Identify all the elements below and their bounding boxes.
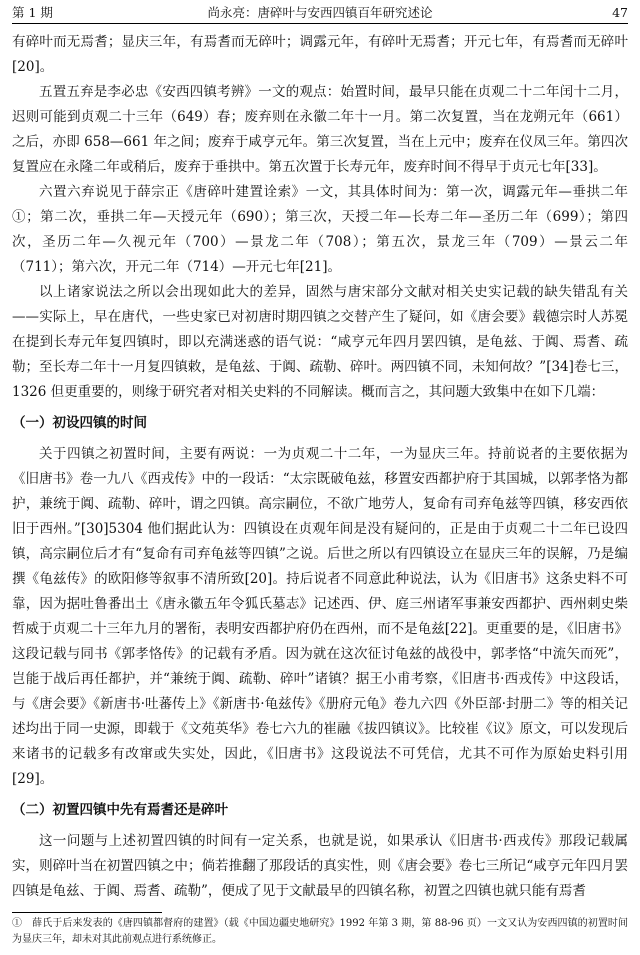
paragraph-2: 五置五弃是李必忠《安西四镇考辨》一文的观点：始置时间，最早只能在贞观二十二年闰十二月，迟则可能到贞观二十三年（649）春；废弃则在永徽二年十一月。第二次复置，当在龙朔元年（661）之后，亦即 658—661 年之间；废弃于咸亨元年。第三次复置，当在上元中；废弃在仪凤三年。第四次复置应在永隆二年或稍后，废弃于垂拱中。第五次置于长寿元年，废弃时间不得早于贞元七年[33]。 xyxy=(12,84,628,175)
footnote-rule xyxy=(12,912,162,913)
footnote: ① 薛氏于后来发表的《唐四镇都督府的建置》（载《中国边疆史地研究》1992 年第 3 期，第 88-96 页）一文又认为安西四镇的初置时间为显庆三年，却未对其此前观点进行系统修正。 xyxy=(12,918,628,945)
paragraph-3: 六置六弃说见于薛宗正《唐碎叶建置诠索》一文，其具体时间为：第一次，调露元年—垂拱二年①；第二次，垂拱二年—天授元年（690）；第三次，天授二年—长寿二年—圣历二年（699）；第四次，圣历二年—久视元年（700）—景龙二年（708）；第五次，景龙三年（709）—景云二年（711）；第六次，开元二年（714）—开元七年[21]。 xyxy=(12,184,628,275)
paragraph-1: 有碎叶而无焉耆；显庆三年，有焉耆而无碎叶；调露元年，有碎叶无焉耆；开元七年，有焉耆而无碎叶[20]。 xyxy=(12,34,628,75)
page-header xyxy=(12,4,628,22)
section-2-paragraph: 这一问题与上述初置四镇的时间有一定关系，也就是说，如果承认《旧唐书·西戎传》那段记载属实，则碎叶当在初置四镇之中；倘若推翻了那段话的真实性，则《唐会要》卷七三所记“咸亨元年四月罢四镇是龟兹、于阗、焉耆、疏勒”，便成了见于文献最早的四镇名称，初置之四镇也就只能有焉耆 xyxy=(12,833,628,899)
issue-number: 第 1 期 xyxy=(12,5,53,20)
running-title: 尚永亮：唐碎叶与安西四镇百年研究述论 xyxy=(207,5,433,20)
section-heading-1: （一）初设四镇的时间 xyxy=(12,415,147,431)
paragraph-4: 以上诸家说法之所以会出现如此大的差异，固然与唐宋部分文献对相关史实记载的缺失错乱有关——实际上，早在唐代，一些史家已对初唐时期四镇之交替产生了疑问，如《唐会要》载德宗时人苏冕在提到长寿元年复四镇时，即以充满迷惑的语气说：“咸亨元年四月罢四镇，是龟兹、于阗、焉耆、疏勒；至长寿二年十一月复四镇敕，是龟兹、于阗、疏勒、碎叶。两四镇不同，未知何故？”[34]卷七三，1326 但更重要的，则缘于研究者对相关史料的不同解读。概而言之，其问题大致集中在如下几端： xyxy=(12,284,628,400)
section-heading-2: （二）初置四镇中先有焉耆还是碎叶 xyxy=(12,802,228,818)
section-1-paragraph: 关于四镇之初置时间，主要有两说：一为贞观二十二年，一为显庆三年。持前说者的主要依据为《旧唐书》卷一九八《西戎传》中的一段话：“太宗既破龟兹，移置安西都护府于其国城，以郭孝恪为都护，兼统于阗、疏勒、碎叶，谓之四镇。高宗嗣位，不欲广地劳人，复命有司弃龟兹等四镇，移安西依旧于西州。”[30]5304 他们据此认为：四镇设在贞观年间是没有疑问的，正是由于贞观二十二年已设四镇，高宗嗣位后才有“复命有司弃龟兹等四镇”之说。后世之所以有四镇设立在显庆三年的误解，乃是编撰《龟兹传》的欧阳修等叙事不清所致[20]。持后说者不同意此种说法，认为《旧唐书》这条史料不可靠，因为据吐鲁番出土《唐永徽五年令狐氏墓志》记述西、伊、庭三州诸军事兼安西都护、西州刺史柴哲威于贞观二十三年九月的署衔，表明安西都护府仍在西州，而不是龟兹[22]。更重要的是，《旧唐书》这段记载与同书《郭孝恪传》的记载有矛盾。因为就在这次征讨龟兹的战役中，郭孝恪“中流矢而死”，岂能于战后再任都护，并“兼统于阗、疏勒、碎叶”诸镇？据王小甫考察，《旧唐书·西戎传》中这段话，与《唐会要》《新唐书·吐蕃传上》《新唐书·龟兹传》《册府元龟》卷九六四《外臣部·封册二》等的相关记述均出于同一史源，即载于《文苑英华》卷七六九的崔融《拔四镇议》。比较崔《议》原文，可以发现后来诸书的记载多有改窜或失实处，因此，《旧唐书》这段说法不可凭信，尤其不可作为原始史料引用[29]。 xyxy=(12,446,628,787)
page-number: 47 xyxy=(612,5,628,20)
header-rule xyxy=(12,23,628,24)
main-text xyxy=(12,30,628,904)
